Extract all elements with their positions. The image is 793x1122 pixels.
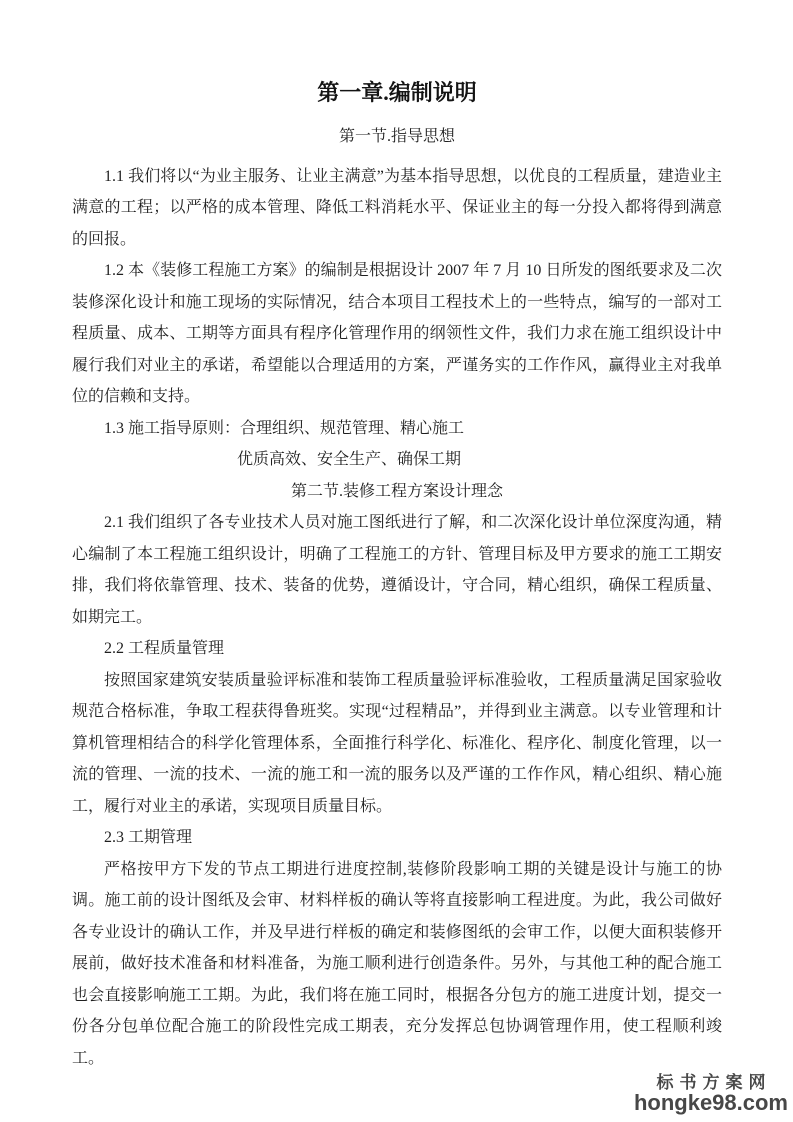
watermark-site-url: hongke98.com: [633, 1090, 788, 1115]
watermark-site-name: 标书方案网: [656, 1073, 772, 1092]
paragraph-1-3-continuation: 优质高效、安全生产、确保工期: [237, 451, 462, 468]
paragraph-2-2: 按照国家建筑安装质量验评标准和装饰工程质量验评标准验收，工程质量满足国家验收规范合格标准，争取工程获得鲁班奖。实现“过程精品”，并得到业主满意。以专业管理和计算机管理相结合的科学化管理体系，全面推行科学化、标准化、程序化、制度化管理，以一流的管理、一流的技术、一流的施工和一流的服务以及严谨的工作作风，精心组织、精心施工，履行对业主的承诺，实现项目质量目标。: [72, 671, 722, 815]
paragraph-2-1: 2.1 我们组织了各专业技术人员对施工图纸进行了解，和二次深化设计单位深度沟通，精心编制了本工程施工组织设计，明确了工程施工的方针、管理目标及甲方要求的施工工期安排，我们将依靠管理、技术、装备的优势，遵循设计，守合同，精心组织，确保工程质量、如期完工。: [72, 514, 722, 626]
section-1-heading: 第一节.指导思想: [338, 128, 455, 145]
subheading-2-3: 2.3 工期管理: [104, 829, 193, 846]
subheading-2-2: 2.2 工程质量管理: [104, 640, 225, 657]
paragraph-1-2: 1.2 本《装修工程施工方案》的编制是根据设计 2007 年 7 月 10 日所发的图纸要求及二次装修深化设计和施工现场的实际情况，结合本项目工程技术上的一些特点，编写的一部对工程质量、成本、工期等方面具有程序化管理作用的纲领性文件，我们力求在施工组织设计中履行我们对业主的承诺，希望能以合理适用的方案，严谨务实的工作作风，赢得业主对我单位的信赖和支持。: [72, 262, 722, 405]
paragraph-1-1: 1.1 我们将以“为业主服务、让业主满意”为基本指导思想，以优良的工程质量，建造业主满意的工程；以严格的成本管理、降低工料消耗水平、保证业主的每一分投入都将得到满意的回报。: [72, 167, 722, 248]
watermark: [634, 1073, 788, 1114]
chapter-title: 第一章.编制说明: [317, 80, 477, 105]
paragraph-1-3: 1.3 施工指导原则：合理组织、规范管理、精心施工: [104, 419, 465, 437]
paragraph-2-3: 严格按甲方下发的节点工期进行进度控制,装修阶段影响工期的关键是设计与施工的协调。施工前的设计图纸及会审、材料样板的确认等将直接影响工程进度。为此，我公司做好各专业设计的确认工作，并及早进行样板的确定和装修图纸的会审工作，以便大面积装修开展前，做好技术准备和材料准备，为施工顺利进行创造条件。另外，与其他工种的配合施工也会直接影响施工工期。为此，我们将在施工同时，根据各分包方的施工进度计划，提交一份各分包单位配合施工的阶段性完成工期表，充分发挥总包协调管理作用，使工程顺利竣工。: [72, 860, 722, 1067]
section-2-heading: 第二节.装修工程方案设计理念: [290, 482, 503, 500]
